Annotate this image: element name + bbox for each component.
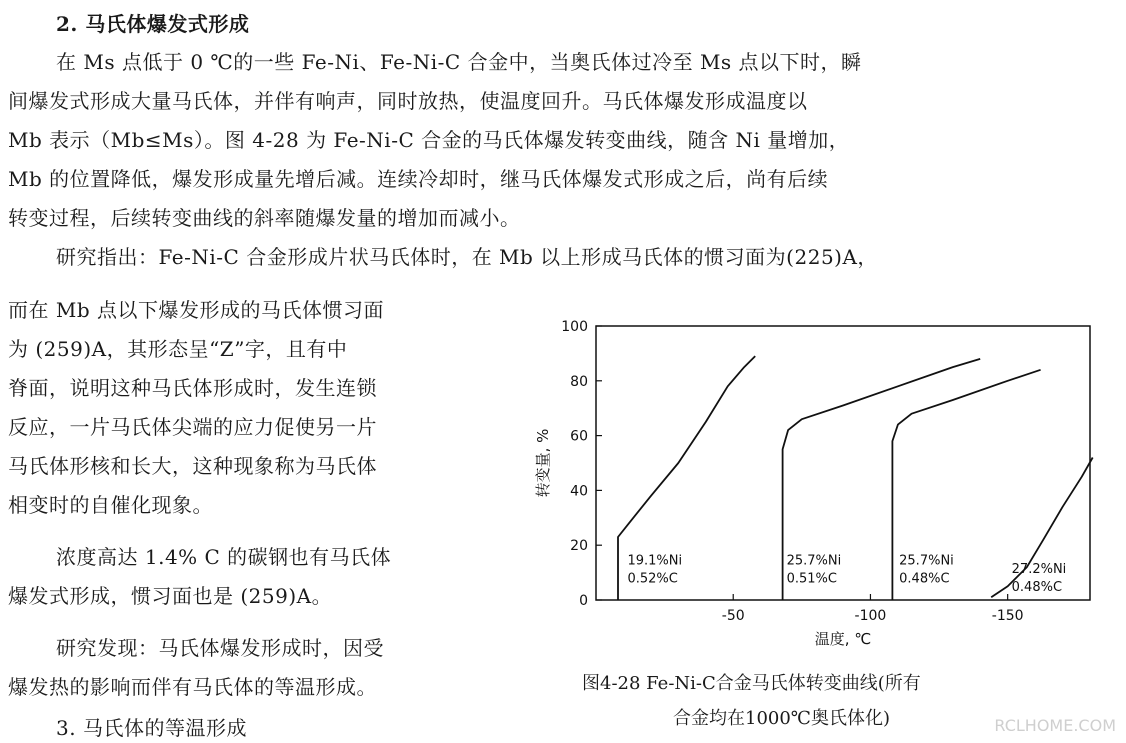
section2-heading: 2. 马氏体爆发式形成 xyxy=(56,12,250,36)
series-label: 0.51%C xyxy=(786,571,837,587)
x-axis-label: 温度, ℃ xyxy=(814,630,872,648)
series-label: 25.7%Ni xyxy=(899,553,954,569)
paragraph-line: Mb 的位置降低，爆发形成量先增后减。连续冷却时，继马氏体爆发式形成之后，尚有后续 xyxy=(8,167,829,191)
left-line: 爆发热的影响而伴有马氏体的等温形成。 xyxy=(8,675,377,699)
left-line: 爆发式形成，惯习面也是 (259)A。 xyxy=(8,584,333,608)
x-tick-label: -50 xyxy=(721,608,745,624)
figure-caption-line2: 合金均在1000℃奥氏体化) xyxy=(673,708,890,729)
left-line: 浓度高达 1.4% C 的碳钢也有马氏体 xyxy=(56,545,392,569)
left-line: 为 (259)A，其形态呈“Z”字，且有中 xyxy=(8,337,348,361)
watermark: RCLHOME.COM xyxy=(994,716,1116,735)
series-label: 0.48%C xyxy=(1011,579,1063,595)
series-label: 25.7%Ni xyxy=(786,553,842,569)
section3-heading: 3. 马氏体的等温形成 xyxy=(56,716,247,740)
figure-caption-line1: 图4-28 Fe-Ni-C合金马氏体转变曲线(所有 xyxy=(582,673,921,694)
martensite-transformation-chart xyxy=(530,318,1110,648)
paragraph-line: 在 Ms 点低于 0 ℃的一些 Fe-Ni、Fe-Ni-C 合金中，当奥氏体过冷至 Ms 点以下时，瞬 xyxy=(56,50,862,74)
series-label: 27.2%Ni xyxy=(1011,561,1067,577)
left-line: 相变时的自催化现象。 xyxy=(8,493,213,517)
paragraph-line: 转变过程，后续转变曲线的斜率随爆发量的增加而减小。 xyxy=(8,206,521,230)
y-tick-label: 0 xyxy=(579,593,588,609)
left-line: 而在 Mb 点以下爆发形成的马氏体惯习面 xyxy=(8,298,384,322)
left-line: 脊面，说明这种马氏体形成时，发生连锁 xyxy=(8,376,377,400)
paragraph-line: Mb 表示（Mb≤Ms）。图 4-28 为 Fe-Ni-C 合金的马氏体爆发转变曲线，随含 Ni 量增加， xyxy=(8,128,850,152)
x-tick-label: -100 xyxy=(854,608,887,624)
paragraph-line: 间爆发式形成大量马氏体，并伴有响声，同时放热，使温度回升。马氏体爆发形成温度以 xyxy=(8,89,808,113)
y-tick-label: 80 xyxy=(570,373,588,390)
y-tick-label: 40 xyxy=(570,483,588,500)
y-tick-label: 60 xyxy=(570,428,588,445)
y-tick-label: 100 xyxy=(561,319,588,335)
figure-4-28 xyxy=(530,318,1110,648)
series-label: 0.52%C xyxy=(627,571,678,587)
left-line: 反应，一片马氏体尖端的应力促使另一片 xyxy=(8,415,377,439)
left-line: 马氏体形核和长大，这种现象称为马氏体 xyxy=(8,454,377,478)
left-line: 研究发现：马氏体爆发形成时，因受 xyxy=(56,636,384,660)
y-tick-label: 20 xyxy=(570,538,588,555)
x-tick-label: -150 xyxy=(991,608,1024,624)
y-axis-label: 转变量, % xyxy=(534,428,552,498)
series-label: 0.48%C xyxy=(899,571,950,587)
series-label: 19.1%Ni xyxy=(627,553,683,569)
paragraph-line: 研究指出：Fe-Ni-C 合金形成片状马氏体时，在 Mb 以上形成马氏体的惯习面为(225)A， xyxy=(56,245,878,269)
